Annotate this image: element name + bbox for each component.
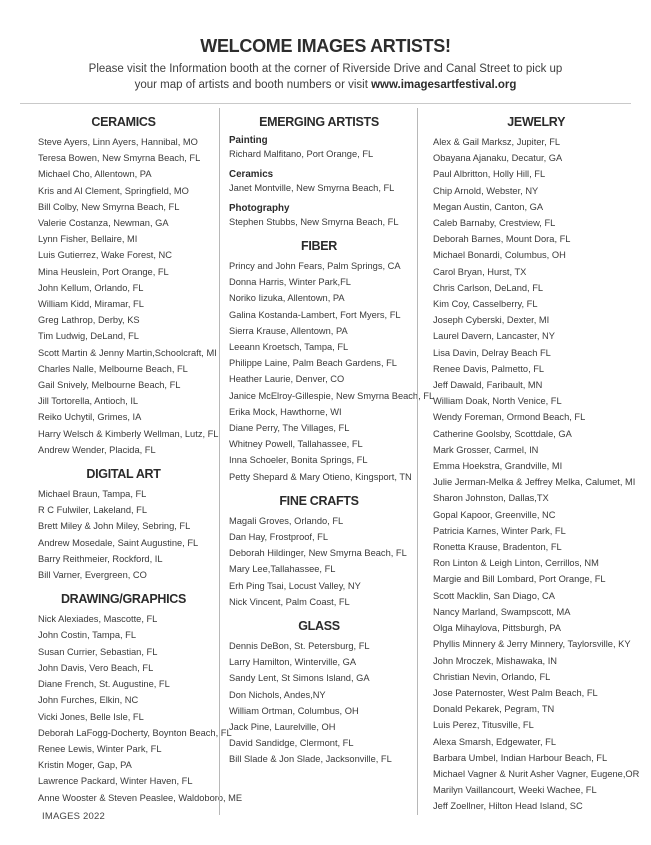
artist-entry: Petty Shepard & Mary Otieno, Kingsport, TN xyxy=(229,471,412,482)
artist-entry: Caleb Barnaby, Crestview, FL xyxy=(433,218,556,229)
artist-entry: Diane Perry, The Villages, FL xyxy=(229,423,350,434)
artist-entry: William Ortman, Columbus, OH xyxy=(229,705,359,716)
subsection-painting xyxy=(229,134,409,162)
header-subtitle-line1: Please visit the Information booth at the corner of Riverside Drive and Canal Street to pick up xyxy=(88,63,563,75)
artist-entry: Paul Albritton, Holly Hill, FL xyxy=(433,169,546,180)
artist-entry: Richard Malfitano, Port Orange, FL xyxy=(229,149,374,159)
section-emerging-artists xyxy=(229,115,409,230)
artist-entry: Megan Austin, Canton, GA xyxy=(433,201,544,212)
artist-entry: John Kellum, Orlando, FL xyxy=(38,282,144,293)
artist-entry: Bill Colby, New Smyrna Beach, FL xyxy=(38,201,180,212)
artist-entry: Philippe Laine, Palm Beach Gardens, FL xyxy=(229,358,397,369)
artist-entry: Gopal Kapoor, Greenville, NC xyxy=(433,509,556,520)
artist-entry: Luis Gutierrez, Wake Forest, NC xyxy=(38,250,172,261)
artist-entry: Inna Schoeler, Bonita Springs, FL xyxy=(229,455,368,466)
artist-entry: Deborah Barnes, Mount Dora, FL xyxy=(433,234,571,245)
artist-entry: Mary Lee,Tallahassee, FL xyxy=(229,564,336,575)
artist-entry: Laurel Davern, Lancaster, NY xyxy=(433,331,555,342)
artist-entry: Janet Montville, New Smyrna Beach, FL xyxy=(229,183,395,193)
artist-entry: Scott Martin & Jenny Martin,Schoolcraft, MI xyxy=(38,347,217,358)
artist-entry: Wendy Foreman, Ormond Beach, FL xyxy=(433,412,586,423)
artist-entry: Jill Tortorella, Antioch, IL xyxy=(38,396,139,407)
artist-entry: Andrew Wender, Placida, FL xyxy=(38,444,156,455)
page-title: WELCOME IMAGES ARTISTS! xyxy=(200,36,451,56)
artist-entry: Sharon Johnston, Dallas,TX xyxy=(433,493,549,504)
artist-entry: Kristin Moger, Gap, PA xyxy=(38,760,132,771)
artist-entry: Scott Macklin, San Diago, CA xyxy=(433,590,555,601)
artist-entry: Sandy Lent, St Simons Island, GA xyxy=(229,673,370,684)
artist-entry: John Davis, Vero Beach, FL xyxy=(38,662,154,673)
artist-entry: Princy and John Fears, Palm Springs, CA xyxy=(229,261,401,271)
artist-entry: Ron Linton & Leigh Linton, Cerrillos, NM xyxy=(433,558,599,569)
artist-entry: Brett Miley & John Miley, Sebring, FL xyxy=(38,521,191,532)
artist-entry: Chris Carlson, DeLand, FL xyxy=(433,282,544,293)
artist-entry: Kris and Al Clement, Springfield, MO xyxy=(38,185,189,196)
artist-entry: John Mroczek, Mishawaka, IN xyxy=(433,655,558,666)
artist-entry: Donald Pekarek, Pegram, TN xyxy=(433,704,555,715)
section-fiber xyxy=(229,239,435,485)
artist-entry: William Doak, North Venice, FL xyxy=(433,396,562,407)
artist-entry: Olga Mihaylova, Pittsburgh, PA xyxy=(433,623,561,634)
section-digital-art xyxy=(38,467,209,583)
artist-entry: Jose Paternoster, West Palm Beach, FL xyxy=(433,687,598,698)
artist-entry: Diane French, St. Augustine, FL xyxy=(38,679,170,690)
artist-entry: Erika Mock, Hawthorne, WI xyxy=(229,406,342,417)
subsection-photography xyxy=(229,202,409,230)
artist-entry: Michael Cho, Allentown, PA xyxy=(38,169,152,180)
artist-entry: Joseph Cyberski, Dexter, MI xyxy=(433,315,550,326)
artist-entry: Galina Kostanda-Lambert, Fort Myers, FL xyxy=(229,309,401,320)
artist-entry: Greg Lathrop, Derby, KS xyxy=(38,315,140,326)
artist-entry: Luis Perez, Titusville, FL xyxy=(433,720,534,731)
artist-entry: Jeff Dawald, Faribault, MN xyxy=(433,380,543,391)
artist-entry: Deborah LaFogg-Docherty, Boynton Beach, FL xyxy=(38,727,232,738)
column-2 xyxy=(219,108,435,815)
artist-entry: Teresa Bowen, New Smyrna Beach, FL xyxy=(38,153,201,164)
artist-entry: Renee Davis, Palmetto, FL xyxy=(433,363,545,374)
artist-entry: Jack Pine, Laurelville, OH xyxy=(229,722,336,733)
artist-entry: Christian Nevin, Orlando, FL xyxy=(433,671,551,682)
section-heading-drawing-graphics: DRAWING/GRAPHICS xyxy=(60,592,187,607)
artist-entry: Sierra Krause, Allentown, PA xyxy=(229,325,348,336)
artist-entry: Noriko Iizuka, Allentown, PA xyxy=(229,293,345,304)
header-divider xyxy=(20,103,631,104)
artist-entry: Bill Varner, Evergreen, CO xyxy=(38,570,147,581)
artist-entry: Anne Wooster & Steven Peaslee, Waldoboro, ME xyxy=(38,792,243,803)
subsection-label-painting: Painting xyxy=(229,135,268,146)
artist-entry: Susan Currier, Sebastian, FL xyxy=(38,646,158,657)
artist-entry: John Costin, Tampa, FL xyxy=(38,630,137,641)
artist-entry: R C Fulwiler, Lakeland, FL xyxy=(38,505,148,516)
artist-entry: Vicki Jones, Belle Isle, FL xyxy=(38,711,144,722)
artist-entry: Nick Vincent, Palm Coast, FL xyxy=(229,596,350,607)
section-heading-fiber: FIBER xyxy=(300,239,337,253)
artist-entry: Mina Heuslein, Port Orange, FL xyxy=(38,266,169,277)
section-glass xyxy=(229,619,409,768)
artist-directory-columns xyxy=(20,108,640,815)
artist-entry: Julie Jerman-Melka & Jeffrey Melka, Calumet, MI xyxy=(433,477,636,488)
artist-entry: Michael Bonardi, Columbus, OH xyxy=(433,250,566,261)
artist-entry: Obayana Ajanaku, Decatur, GA xyxy=(433,153,563,164)
artist-entry: Barry Reithmeier, Rockford, IL xyxy=(38,553,163,564)
subsection-label-photography: Photography xyxy=(229,203,290,214)
artist-entry: Michael Vagner & Nurit Asher Vagner, Eugene,OR xyxy=(433,768,640,779)
artist-entry: John Furches, Elkin, NC xyxy=(38,695,139,706)
section-heading-digital-art: DIGITAL ART xyxy=(86,467,161,482)
artist-entry: Lawrence Packard, Winter Haven, FL xyxy=(38,776,193,787)
section-ceramics xyxy=(38,115,219,458)
artist-entry: Dan Hay, Frostproof, FL xyxy=(229,532,329,543)
artist-entry: Marilyn Vaillancourt, Weeki Wachee, FL xyxy=(433,785,597,796)
artist-entry: Donna Harris, Winter Park,FL xyxy=(229,277,351,288)
artist-entry: Kim Coy, Casselberry, FL xyxy=(433,299,538,310)
artist-entry: Leeann Kroetsch, Tampa, FL xyxy=(229,342,349,353)
artist-entry: Renee Lewis, Winter Park, FL xyxy=(38,743,162,754)
artist-entry: Deborah Hildinger, New Smyrna Beach, FL xyxy=(229,548,407,559)
header-subtitle xyxy=(0,62,651,93)
artist-entry: Catherine Goolsby, Scottdale, GA xyxy=(433,428,572,439)
artist-entry: David Sandidge, Clermont, FL xyxy=(229,738,354,749)
artist-entry: Magali Groves, Orlando, FL xyxy=(229,515,344,526)
artist-entry: William Kidd, Miramar, FL xyxy=(38,299,144,310)
artist-entry: Erh Ping Tsai, Locust Valley, NY xyxy=(229,580,361,591)
section-heading-jewelry: JEWELRY xyxy=(507,115,566,129)
artist-entry: Barbara Umbel, Indian Harbour Beach, FL xyxy=(433,752,608,763)
header xyxy=(0,0,651,93)
artist-entry: Nick Alexiades, Mascotte, FL xyxy=(38,614,158,625)
artist-entry: Reiko Uchytil, Grimes, IA xyxy=(38,412,142,423)
artist-entry: Alex & Gail Marksz, Jupiter, FL xyxy=(433,137,561,147)
section-fine-crafts xyxy=(229,494,409,610)
artist-entry: Margie and Bill Lombard, Port Orange, FL xyxy=(433,574,606,585)
artist-entry: Michael Braun, Tampa, FL xyxy=(38,489,147,500)
festival-url: www.imagesartfestival.org xyxy=(371,78,517,91)
artist-entry: Bill Slade & Jon Slade, Jacksonville, FL xyxy=(229,754,392,765)
column-1 xyxy=(20,108,243,815)
column-3 xyxy=(417,108,643,815)
subsection-label-ceramics: Ceramics xyxy=(229,169,274,180)
artist-entry: Tim Ludwig, DeLand, FL xyxy=(38,331,139,342)
section-heading-emerging-artists: EMERGING ARTISTS xyxy=(259,115,379,129)
section-heading-fine-crafts: FINE CRAFTS xyxy=(279,493,359,508)
artist-entry: Lynn Fisher, Bellaire, MI xyxy=(38,234,138,245)
section-heading-glass: GLASS xyxy=(298,619,340,634)
artist-entry: Lisa Davin, Delray Beach FL xyxy=(433,347,551,358)
artist-entry: Janice McElroy-Gillespie, New Smyrna Beach, FL xyxy=(229,390,435,401)
artist-entry: Mark Grosser, Carmel, IN xyxy=(433,444,539,455)
artist-entry: Andrew Mosedale, Saint Augustine, FL xyxy=(38,537,199,548)
section-jewelry xyxy=(433,115,639,815)
artist-entry: Stephen Stubbs, New Smyrna Beach, FL xyxy=(229,217,399,227)
artist-entry: Don Nichols, Andes,NY xyxy=(229,689,326,700)
artist-entry: Emma Hoekstra, Grandville, MI xyxy=(433,461,563,472)
section-heading-ceramics: CERAMICS xyxy=(91,115,156,129)
subsection-ceramics xyxy=(229,168,409,196)
header-subtitle-line2-prefix: your map of artists and booth numbers or visit xyxy=(134,78,372,91)
artist-entry: Gail Snively, Melbourne Beach, FL xyxy=(38,380,181,391)
artist-entry: Heather Laurie, Denver, CO xyxy=(229,374,345,385)
artist-entry: Larry Hamilton, Winterville, GA xyxy=(229,657,357,668)
artist-entry: Patricia Karnes, Winter Park, FL xyxy=(433,525,566,536)
artist-entry: Carol Bryan, Hurst, TX xyxy=(433,266,527,277)
artist-entry: Dennis DeBon, St. Petersburg, FL xyxy=(229,641,370,652)
artist-entry: Nancy Marland, Swampscott, MA xyxy=(433,606,571,617)
artist-entry: Harry Welsch & Kimberly Wellman, Lutz, FL xyxy=(38,428,219,439)
artist-entry: Alexa Smarsh, Edgewater, FL xyxy=(433,736,556,747)
artist-entry: Ronetta Krause, Bradenton, FL xyxy=(433,542,562,553)
artist-entry: Charles Nalle, Melbourne Beach, FL xyxy=(38,363,188,374)
artist-entry: Phyllis Minnery & Jerry Minnery, Taylorsville, KY xyxy=(433,639,631,650)
section-drawing-graphics xyxy=(38,592,243,805)
artist-entry: Steve Ayers, Linn Ayers, Hannibal, MO xyxy=(38,137,198,147)
artist-entry: Jeff Zoellner, Hilton Head Island, SC xyxy=(433,801,583,812)
footer-label: IMAGES 2022 xyxy=(42,811,105,822)
artist-entry: Whitney Powell, Tallahassee, FL xyxy=(229,439,363,450)
artist-entry: Chip Arnold, Webster, NY xyxy=(433,185,539,196)
artist-entry: Valerie Costanza, Newman, GA xyxy=(38,218,169,229)
